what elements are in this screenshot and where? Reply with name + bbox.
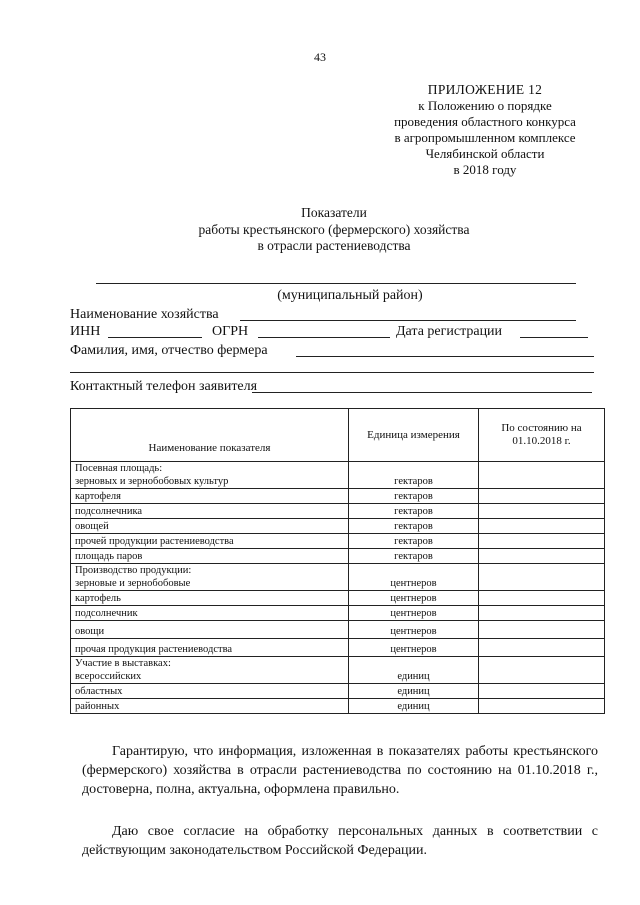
table-row — [71, 564, 605, 591]
appendix-line: в агропромышленном комплексе — [394, 130, 576, 145]
value-cell[interactable] — [479, 504, 605, 519]
unit-cell: единиц — [349, 699, 479, 714]
municipality-caption: (муниципальный район) — [277, 288, 423, 303]
table-row — [71, 657, 605, 684]
inn-label: ИНН — [70, 324, 101, 339]
value-cell[interactable] — [479, 564, 605, 591]
appendix-line: в 2018 году — [453, 162, 517, 177]
registration-date-input-line[interactable] — [520, 337, 588, 338]
table-row — [71, 462, 605, 489]
value-cell[interactable] — [479, 549, 605, 564]
header-indicator-name: Наименование показателя — [71, 409, 349, 462]
header-unit: Единица измерения — [349, 409, 479, 462]
unit-cell: гектаров — [349, 519, 479, 534]
farmer-name-label: Фамилия, имя, отчество фермера — [70, 343, 268, 358]
group-heading: Посевная площадь: — [75, 463, 163, 474]
registration-date-label: Дата регистрации — [396, 324, 503, 339]
inn-input-line[interactable] — [108, 337, 202, 338]
table-row — [71, 519, 605, 534]
indicator-name: зерновые и зернобобовые — [75, 578, 191, 589]
unit-cell: центнеров — [349, 564, 479, 591]
document-title-line: Показатели — [301, 205, 367, 220]
indicator-name-cell — [71, 657, 349, 684]
table-row — [71, 684, 605, 699]
farm-name-label: Наименование хозяйства — [70, 307, 219, 322]
table-row — [71, 639, 605, 657]
ogrn-label: ОГРН — [212, 324, 249, 339]
indicator-name: площадь паров — [71, 549, 349, 564]
value-cell[interactable] — [479, 519, 605, 534]
unit-cell: гектаров — [349, 549, 479, 564]
table-row — [71, 504, 605, 519]
farmer-name-input-line-2[interactable] — [70, 372, 594, 373]
value-cell[interactable] — [479, 591, 605, 606]
table-header-row — [71, 409, 605, 462]
unit-cell: единиц — [349, 657, 479, 684]
indicator-name: овощей — [71, 519, 349, 534]
page-number: 43 — [314, 50, 326, 64]
indicator-name: картофель — [71, 591, 349, 606]
unit-cell: центнеров — [349, 621, 479, 639]
unit-cell: гектаров — [349, 489, 479, 504]
farm-name-input-line[interactable] — [240, 320, 576, 321]
indicator-name: всероссийских — [75, 671, 142, 682]
appendix-block — [360, 82, 610, 178]
consent-text: Даю свое согласие на обработку персональных данных в соответствии с действующим законодательством Российской Федерации. — [82, 824, 598, 858]
unit-cell: гектаров — [349, 462, 479, 489]
appendix-line: к Положению о порядке — [418, 98, 552, 113]
value-cell[interactable] — [479, 462, 605, 489]
header-as-of-date: По состоянию на 01.10.2018 г. — [479, 409, 605, 462]
table-row — [71, 699, 605, 714]
appendix-title: ПРИЛОЖЕНИЕ 12 — [427, 82, 543, 97]
indicator-name-cell — [71, 462, 349, 489]
table-row — [71, 489, 605, 504]
ogrn-input-line[interactable] — [258, 337, 390, 338]
table-row — [71, 606, 605, 621]
value-cell[interactable] — [479, 699, 605, 714]
indicator-name: подсолнечник — [71, 606, 349, 621]
phone-label: Контактный телефон заявителя — [70, 379, 258, 394]
appendix-line: проведения областного конкурса — [394, 114, 576, 129]
value-cell[interactable] — [479, 534, 605, 549]
table-row — [71, 549, 605, 564]
unit-cell: центнеров — [349, 606, 479, 621]
municipality-input-line[interactable] — [96, 283, 576, 284]
table-row — [71, 534, 605, 549]
indicator-name: прочая продукция растениеводства — [71, 639, 349, 657]
value-cell[interactable] — [479, 684, 605, 699]
document-title-line: работы крестьянского (фермерского) хозяйства — [198, 221, 470, 237]
group-heading: Производство продукции: — [75, 565, 192, 576]
guarantee-paragraph — [82, 742, 598, 799]
indicator-name: картофеля — [71, 489, 349, 504]
document-title — [0, 205, 640, 255]
indicator-name: районных — [71, 699, 349, 714]
value-cell[interactable] — [479, 657, 605, 684]
unit-cell: единиц — [349, 684, 479, 699]
indicator-name: областных — [71, 684, 349, 699]
phone-input-line[interactable] — [252, 392, 592, 393]
group-heading: Участие в выставках: — [75, 658, 171, 669]
indicator-name: подсолнечника — [71, 504, 349, 519]
table-row — [71, 621, 605, 639]
indicator-name: прочей продукции растениеводства — [71, 534, 349, 549]
value-cell[interactable] — [479, 621, 605, 639]
farmer-name-input-line[interactable] — [296, 356, 594, 357]
unit-cell: центнеров — [349, 591, 479, 606]
indicator-name: зерновых и зернобобовых культур — [75, 476, 229, 487]
guarantee-text: Гарантирую, что информация, изложенная в показателях работы крестьянского (фермерского) хозяйства в отрасли растениеводства по состоянию на 01.10.2018 г., достоверна, полна, актуальна, оформлена правильно. — [82, 744, 598, 797]
unit-cell: гектаров — [349, 504, 479, 519]
unit-cell: центнеров — [349, 639, 479, 657]
table-row — [71, 591, 605, 606]
appendix-line: Челябинской области — [425, 146, 545, 161]
indicator-name: овощи — [71, 621, 349, 639]
indicators-table — [70, 408, 605, 714]
value-cell[interactable] — [479, 606, 605, 621]
unit-cell: гектаров — [349, 534, 479, 549]
consent-paragraph — [82, 822, 598, 860]
value-cell[interactable] — [479, 639, 605, 657]
document-title-line: в отрасли растениеводства — [257, 238, 411, 253]
value-cell[interactable] — [479, 489, 605, 504]
indicator-name-cell — [71, 564, 349, 591]
